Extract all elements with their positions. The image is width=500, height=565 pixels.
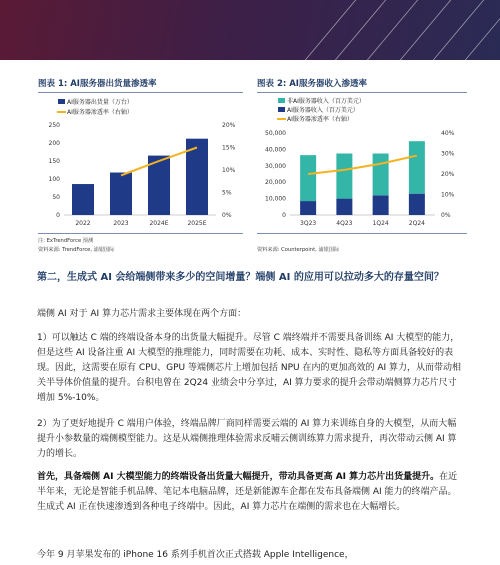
- fig1-note: 注: ExTrendForce 预测: [38, 238, 94, 244]
- section-heading: 第二，生成式 AI 会给端侧带来多少的空间增量？端侧 AI 的应用可以拉动多大的存量空间？: [37, 272, 444, 283]
- y-tick-label: 50,000: [265, 130, 286, 137]
- line-penetration: [308, 156, 417, 174]
- fig2-source: 资料来源: Counterpoint, 浦银国际: [257, 247, 340, 253]
- y2-tick-label: 10%: [222, 167, 236, 174]
- bar-ai-revenue: [336, 199, 352, 215]
- y-tick-label: 20,000: [265, 179, 286, 187]
- fig2-title-rule: [257, 92, 467, 93]
- y2-tick-label: 10%: [441, 191, 455, 199]
- y-tick-label: 0: [56, 212, 60, 219]
- legend-swatch-nonai: [278, 98, 285, 103]
- bar-ai-revenue: [373, 195, 389, 215]
- bar-nonai-revenue: [300, 155, 316, 201]
- bar-nonai-revenue: [409, 141, 425, 193]
- bar-shipments: [110, 173, 132, 215]
- legend-label-penetration: AI服务器渗透率（右轴）: [287, 116, 353, 123]
- paragraph-intro: 端侧 AI 对于 AI 算力芯片需求主要体现在两个方面：: [37, 309, 247, 319]
- x-tick-label: 1Q24: [372, 220, 389, 227]
- bar-nonai-revenue: [373, 154, 389, 196]
- y-tick-label: 30,000: [265, 162, 286, 170]
- y-tick-label: 150: [48, 158, 60, 165]
- y2-tick-label: 30%: [441, 150, 455, 158]
- legend-swatch-shipments: [58, 99, 65, 104]
- paragraph-first-rest: 在近半年来，无论是智能手机品牌、笔记本电脑品牌，还是新能源车企都在发布具备端侧 AI 能力的终端产品。生成式 AI 正在快速渗透到各种电子终端中。因此，AI 算力芯片在端侧的需求也在大幅增长。: [37, 472, 458, 512]
- y2-tick-label: 40%: [441, 130, 455, 137]
- y2-tick-label: 5%: [222, 189, 232, 197]
- bar-ai-revenue: [409, 194, 425, 215]
- legend-label-ai: AI服务器收入（百万美元）: [287, 107, 359, 114]
- x-tick-label: 2022: [75, 220, 91, 227]
- y2-tick-label: 20%: [222, 122, 236, 129]
- legend-label-penetration: AI服务器渗透率（右轴）: [67, 109, 133, 116]
- x-tick-label: 3Q23: [300, 220, 317, 227]
- y2-tick-label: 20%: [441, 171, 455, 178]
- fig1-title-rule: [38, 92, 243, 93]
- bar-ai-revenue: [300, 201, 316, 215]
- legend-label-nonai: 非AI服务器收入（百万美元）: [287, 98, 365, 105]
- bar-nonai-revenue: [336, 154, 352, 199]
- paragraph-first: [37, 470, 465, 515]
- fig1-chart: [34, 95, 249, 235]
- y-tick-label: 50: [52, 194, 60, 201]
- legend-swatch-ai: [278, 107, 285, 112]
- bar-shipments: [72, 184, 94, 215]
- fig1-bottom-rule: [38, 233, 243, 234]
- y-tick-label: 100: [48, 176, 60, 183]
- x-tick-label: 2025E: [187, 220, 207, 227]
- fig2-title: 图表 2: AI服务器收入渗透率: [257, 79, 367, 89]
- paragraph-point-1: 1）可以触达 C 端的终端设备本身的出货量大幅提升。尽管 C 端终端并不需要具备训练 AI 大模型的能力，但是这些 AI 设备注重 AI 大模型的推理能力，同时需要在功耗、成本、实时性、隐私等方面具备较好的表现。因此，这需要在原有 CPU、GPU 等端侧芯片上增加包括 NPU 在内的更加高效的 AI 算力，从而带动相关半导体价值量的提升。台积电曾在 2Q24 业绩会中分享过，AI 算力要求的提升会带动端侧算力芯片尺寸增加 5%-10%。: [37, 333, 462, 403]
- fig1-source: 资料来源: TrendForce, 浦银国际: [38, 247, 115, 253]
- paragraph-point-2: 2）为了更好地提升 C 端用户体验，终端品牌厂商同样需要云端的 AI 算力来训练自身的大模型，从而大幅提升小参数量的端侧模型能力。这是从端侧推理体验需求反哺云侧训练算力需求提升，再次带动云侧 AI 算力的增长。: [37, 419, 457, 459]
- fig2-chart: [252, 95, 470, 235]
- y-tick-label: 250: [48, 122, 60, 129]
- legend-label-shipments: AI服务器出货量（万台）: [67, 99, 133, 106]
- y-tick-label: 40,000: [265, 146, 286, 154]
- fig2-bottom-rule: [257, 233, 467, 234]
- x-tick-label: 2Q24: [408, 220, 425, 227]
- y-tick-label: 0: [282, 212, 286, 219]
- paragraph-apple: 今年 9 月苹果发布的 iPhone 16 系列手机首次正式搭载 Apple Intelligence，: [37, 550, 354, 560]
- y-tick-label: 200: [48, 140, 60, 147]
- x-tick-label: 4Q23: [336, 220, 353, 227]
- y2-tick-label: 0%: [222, 212, 232, 219]
- fig1-title: 图表 1: AI服务器出货量渗透率: [38, 79, 157, 89]
- y2-tick-label: 0%: [441, 212, 451, 219]
- x-tick-label: 2023: [113, 220, 129, 227]
- paragraph-first-bold: 首先，具备端侧 AI 大模型能力的终端设备出货量大幅提升，带动具备更高 AI 算力芯片出货量提升。: [37, 472, 440, 482]
- y-tick-label: 10,000: [265, 195, 286, 203]
- header-banner: [0, 0, 500, 60]
- x-tick-label: 2024E: [149, 220, 169, 227]
- y2-tick-label: 15%: [222, 144, 236, 152]
